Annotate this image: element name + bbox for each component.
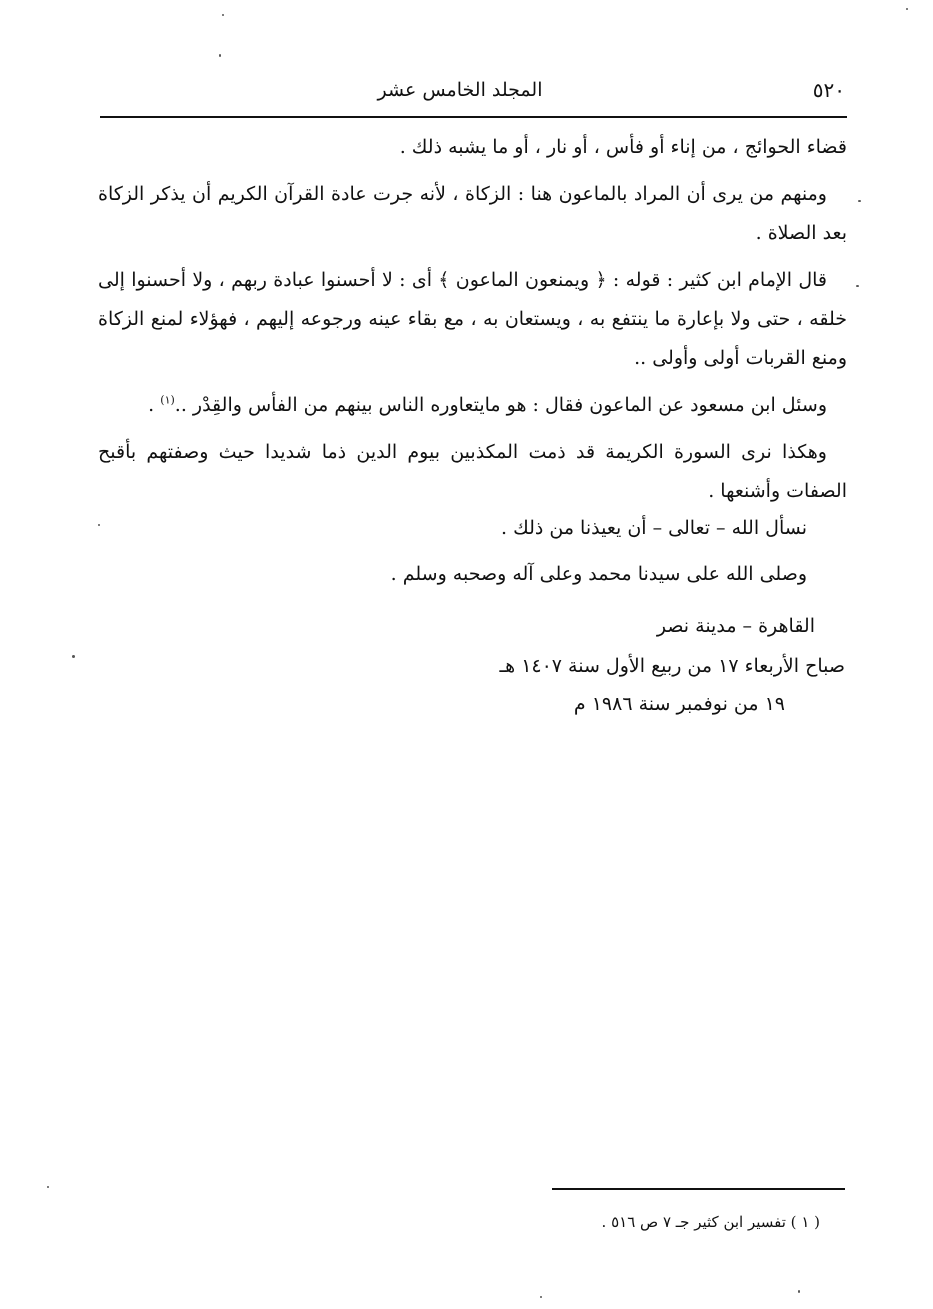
paragraph-4-text: وسئل ابن مسعود عن الماعون فقال : هو مايتعاوره الناس بينهم من الفأس والقِدْر .. — [174, 394, 827, 416]
hijri-date: صباح الأربعاء ١٧ من ربيع الأول سنة ١٤٠٧ هـ — [499, 655, 845, 677]
paragraph-4 — [98, 386, 847, 425]
paragraph-3: قال الإمام ابن كثير : قوله : ﴿ ويمنعون الماعون ﴾ أى : لا أحسنوا عبادة ربهم ، ولا أحسنوا إلى خلقه ، حتى ولا بإعارة ما ينتفع به ، ويستعان به ، مع بقاء عينه ورجوعه إليهم ، فهؤلاء لمنع الزكاة ومنع القربات أولى وأولى .. — [98, 269, 848, 369]
scan-speck — [856, 285, 859, 287]
paragraph-2: ومنهم من يرى أن المراد بالماعون هنا : الزكاة ، لأنه جرت عادة القرآن الكريم أن يذكر الزكاة بعد الصلاة . — [98, 183, 847, 244]
place-line: القاهرة – مدينة نصر — [656, 615, 815, 637]
header-rule — [100, 116, 847, 118]
gregorian-date: ١٩ من نوفمبر سنة ١٩٨٦ م — [573, 693, 785, 715]
scan-speck — [540, 1296, 542, 1298]
paragraph-5: وهكذا نرى السورة الكريمة قد ذمت المكذبين بيوم الدين ذما شديدا حيث وصفتهم بأقبح الصفات وأشنعها . — [98, 441, 847, 502]
scan-speck — [222, 14, 224, 16]
scan-speck — [858, 200, 861, 202]
running-head: المجلد الخامس عشر — [377, 79, 543, 101]
footnote-rule — [552, 1188, 845, 1190]
page-number: ٥٢٠ — [812, 78, 845, 102]
scan-speck — [798, 1290, 800, 1293]
footnote-reference: (١) — [160, 393, 175, 407]
body-text — [98, 128, 847, 519]
scan-speck — [47, 1186, 49, 1188]
scan-speck — [72, 655, 75, 658]
closing-prayer: نسأل الله – تعالى – أن يعيذنا من ذلك . — [500, 517, 807, 539]
scan-speck — [906, 8, 908, 10]
paragraph-1: قضاء الحوائج ، من إناء أو فأس ، أو نار ، أو ما يشبه ذلك . — [399, 136, 847, 158]
footnote: ( ١ ) تفسير ابن كثير جـ ٧ ص ٥١٦ . — [601, 1213, 820, 1231]
scan-speck — [219, 54, 221, 57]
closing-salutation: وصلى الله على سيدنا محمد وعلى آله وصحبه وسلم . — [390, 563, 807, 585]
paragraph-4-end: . — [148, 394, 161, 416]
scan-speck — [98, 524, 100, 526]
